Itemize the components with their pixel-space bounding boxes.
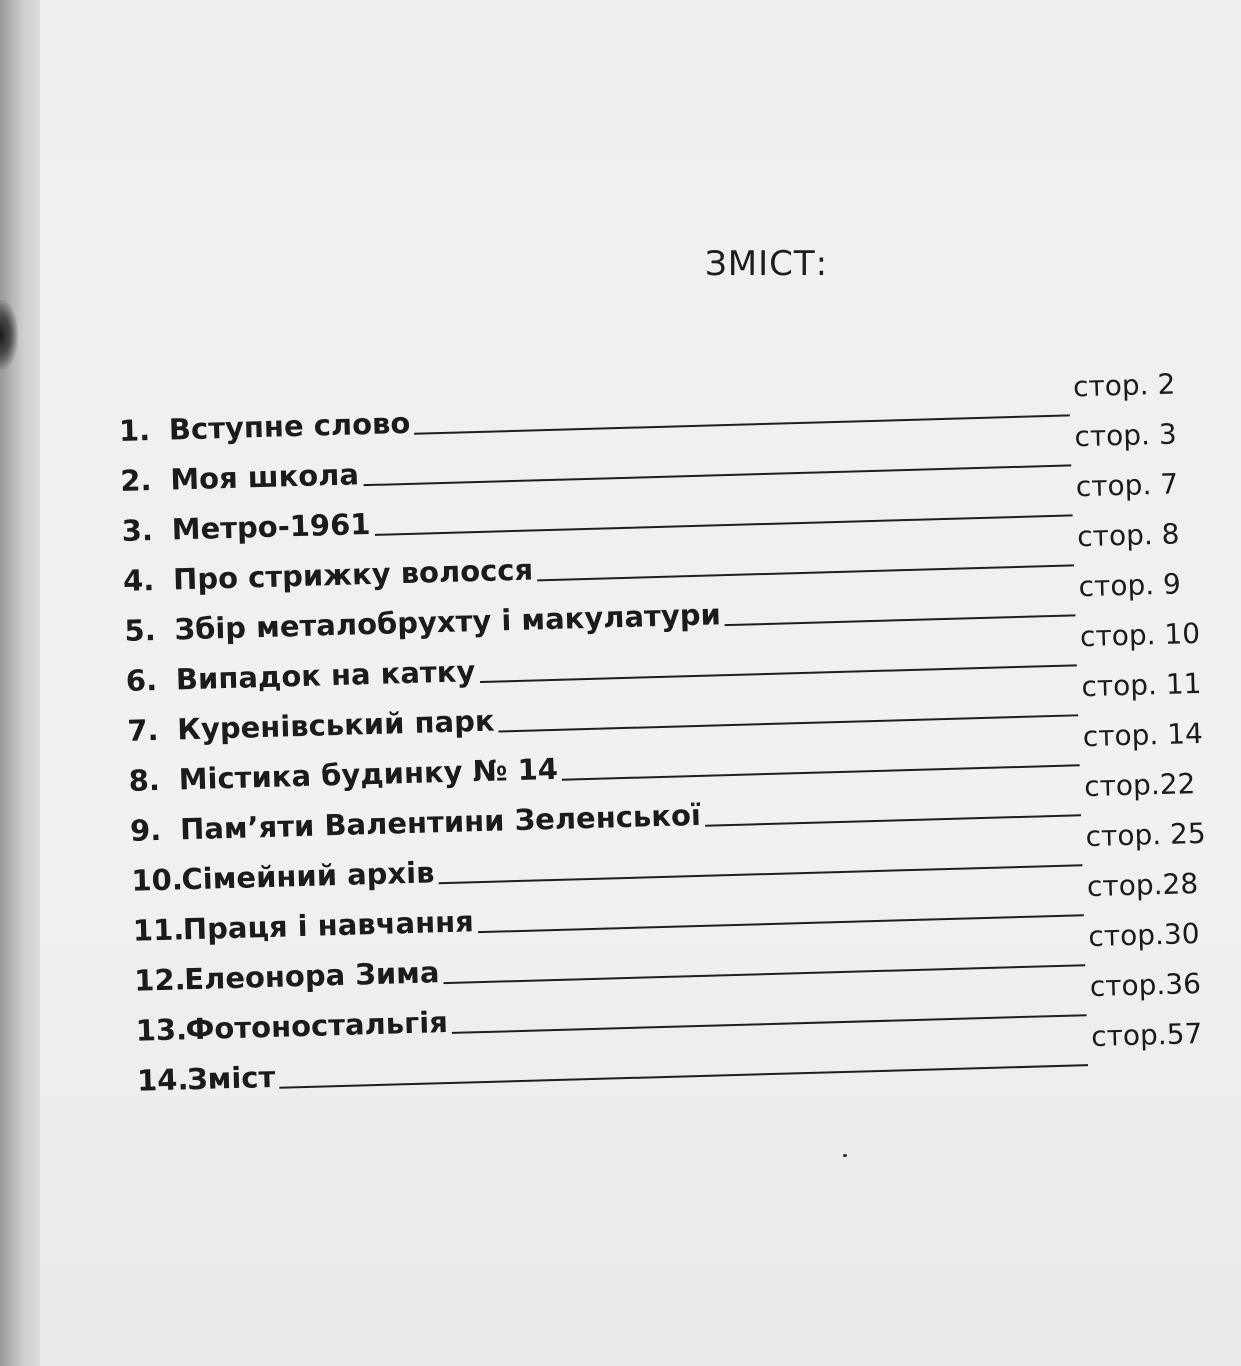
toc-entry-title: Метро-1961 — [171, 507, 371, 547]
toc-entry-number: 11. — [132, 912, 185, 948]
toc-entry-title: Збір металобрухту і макулатури — [174, 597, 722, 647]
toc-entry-title: Сімейний архів — [180, 855, 435, 897]
toc-entry-title: Куренівський парк — [176, 703, 495, 747]
toc-entry-number: 2. — [119, 463, 152, 498]
toc-entry-number: 1. — [118, 413, 151, 448]
toc-entry-number: 14. — [136, 1062, 189, 1098]
toc-entry-page: стор. 2 — [1072, 367, 1176, 404]
toc-entry-page: стор. 25 — [1085, 816, 1207, 854]
toc-entry-number: 8. — [128, 762, 161, 798]
toc-entry-number: 4. — [122, 563, 155, 598]
toc-entry-page: стор.57 — [1090, 1016, 1203, 1054]
toc-entry-page: стор. 7 — [1075, 467, 1179, 504]
toc-entry-title: Містика будинку № 14 — [178, 751, 559, 797]
toc-entry-title: Вступне слово — [168, 405, 411, 447]
toc-entry-number: 13. — [135, 1012, 188, 1048]
page-title: ЗМІСТ: — [705, 244, 829, 284]
toc-entry-number: 3. — [121, 513, 154, 548]
toc-entry-page: стор.36 — [1089, 966, 1202, 1004]
toc-entry-page: стор. 9 — [1078, 567, 1182, 604]
toc-entry-page: стор. 8 — [1076, 517, 1180, 554]
toc-entry-page: стор. 10 — [1079, 616, 1201, 654]
toc-entry-page: стор. 14 — [1082, 716, 1204, 754]
binding-mark — [0, 300, 18, 370]
toc-entry-page: стор. 11 — [1080, 666, 1202, 704]
table-of-contents — [118, 368, 1212, 1098]
toc-entry-page: стор.30 — [1087, 917, 1200, 954]
toc-entry-title: Про стрижку волосся — [172, 552, 534, 597]
stray-dot — [843, 1154, 847, 1157]
document-page — [40, 0, 1241, 1366]
toc-entry-title: Праця і навчання — [182, 904, 475, 947]
toc-entry-page: стор. 3 — [1073, 417, 1178, 454]
toc-entry-number: 10. — [131, 862, 184, 898]
toc-entry-title: Фотоностальгія — [185, 1005, 449, 1047]
toc-entry-title: Елеонора Зима — [183, 955, 440, 997]
toc-entry-number: 12. — [133, 962, 187, 998]
toc-entry-title: Пам’яти Валентини Зеленської — [179, 797, 702, 847]
toc-entry-page: стор.22 — [1083, 767, 1196, 804]
toc-leader-line — [280, 1064, 1088, 1089]
toc-entry-page: стор.28 — [1086, 867, 1199, 904]
toc-entry-number: 9. — [129, 812, 162, 848]
toc-entry-title: Зміст — [186, 1059, 276, 1097]
toc-entry-title: Випадок на катку — [175, 654, 476, 697]
toc-entry-number: 7. — [126, 713, 159, 748]
toc-entry-number: 6. — [125, 663, 158, 698]
toc-entry-title: Моя школа — [169, 457, 360, 497]
toc-entry-number: 5. — [124, 613, 157, 648]
